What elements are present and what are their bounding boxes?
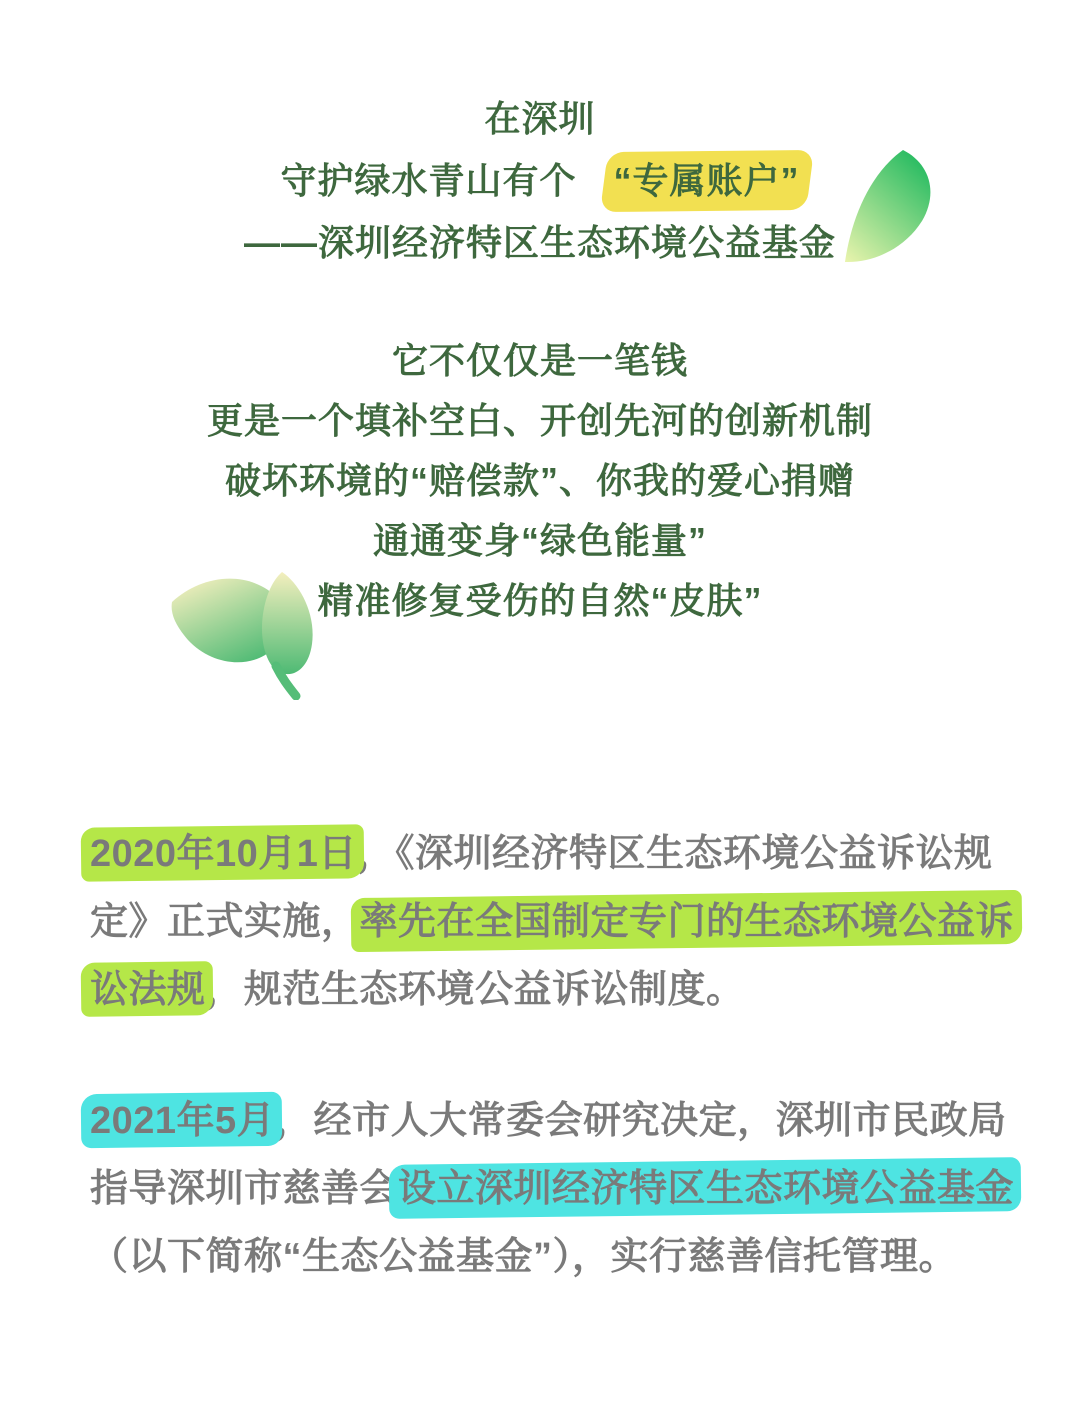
text-segment: ——深圳经济特区生态环境公益基金	[243, 222, 836, 263]
text-line	[90, 956, 1030, 1024]
text-segment: 定》正式实施，	[90, 901, 360, 943]
highlighted-text: 2020年10月1日	[90, 820, 357, 888]
highlighted-text: “专属账户”	[614, 150, 800, 212]
text-line	[0, 88, 1080, 150]
title-block	[0, 88, 1080, 274]
text-segment: 通通变身“绿色能量”	[372, 520, 707, 561]
text-line	[0, 212, 1080, 274]
text-segment: ，经市人大常委会研究决定，深圳市民政局	[275, 1100, 1007, 1142]
text-segment: ，《深圳经济特区生态环境公益诉讼规	[356, 833, 993, 875]
highlighted-text: 2021年5月	[90, 1087, 275, 1155]
text-line	[90, 1087, 1030, 1155]
text-segment: 在深圳	[484, 98, 596, 139]
highlighted-text: 讼法规	[90, 956, 206, 1024]
text-line	[0, 511, 1080, 571]
paragraph-2021-fund	[0, 1087, 1080, 1291]
text-line	[0, 150, 1080, 212]
text-line	[0, 391, 1080, 451]
highlighted-text: 率先在全国制定专门的生态环境公益诉	[360, 888, 1015, 956]
text-line	[0, 571, 1080, 631]
highlighted-text: 设立深圳经济特区生态环境公益基金	[398, 1155, 1014, 1223]
text-line	[0, 451, 1080, 511]
text-line	[90, 820, 1030, 888]
text-line	[90, 1155, 1030, 1223]
text-segment: 守护绿水青山有个	[280, 160, 614, 201]
text-segment: 更是一个填补空白、开创先河的创新机制	[206, 400, 873, 441]
text-line	[0, 331, 1080, 391]
text-segment: 指导深圳市慈善会	[90, 1168, 399, 1210]
text-segment: 精准修复受伤的自然“皮肤”	[317, 580, 763, 621]
text-segment: 它不仅仅是一笔钱	[391, 340, 688, 381]
text-segment: ，规范生态环境公益诉讼制度。	[205, 969, 745, 1011]
intro-block	[0, 331, 1080, 631]
paragraph-2020-regulation	[0, 820, 1080, 1024]
text-line	[90, 1223, 1030, 1291]
text-segment: 破坏环境的“赔偿款”、你我的爱心捐赠	[224, 460, 855, 501]
text-segment: （以下简称“生态公益基金”），实行慈善信托管理。	[90, 1236, 958, 1278]
text-line	[90, 888, 1030, 956]
